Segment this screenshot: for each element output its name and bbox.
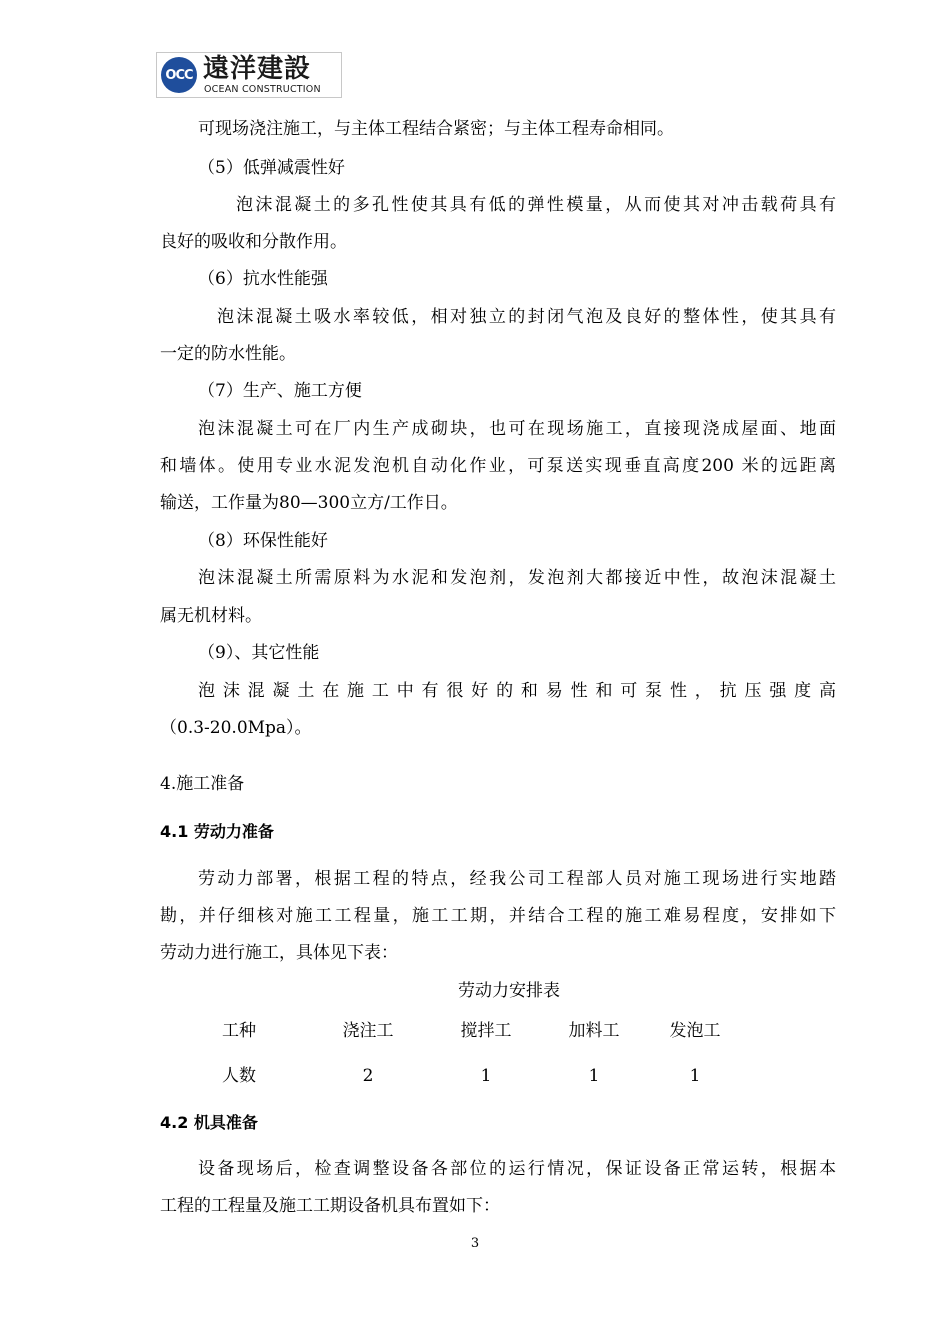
paragraph-line: （0.3-20.0Mpa）。 — [160, 718, 312, 738]
table-cell: 2 — [362, 1066, 374, 1086]
company-logo — [156, 52, 342, 98]
section-heading-4-2: 4.2 机具准备 — [160, 1113, 258, 1132]
paragraph-line: 泡沫混凝土的多孔性使其具有低的弹性模量，从而使其对冲击载荷具有 — [236, 195, 836, 215]
table-cell: 1 — [588, 1066, 600, 1086]
paragraph-line: 良好的吸收和分散作用。 — [160, 232, 347, 252]
table-row-label: 人数 — [222, 1066, 256, 1086]
item-heading-8: （8）环保性能好 — [198, 531, 328, 551]
page-number: 3 — [470, 1236, 480, 1251]
item-heading-6: （6）抗水性能强 — [198, 269, 328, 289]
item-heading-9: （9）、其它性能 — [198, 643, 320, 663]
logo-mark: OCC — [161, 57, 197, 93]
paragraph-line: 泡沫混凝土可在厂内生产成砌块，也可在现场施工，直接现浇成屋面、地面 — [198, 419, 836, 439]
paragraph-line: 勘，并仔细核对施工工程量，施工工期，并结合工程的施工难易程度，安排如下 — [160, 906, 836, 926]
logo-chinese-name: 遠洋建設 — [203, 54, 312, 84]
paragraph-line: 泡沫混凝土吸水率较低，相对独立的封闭气泡及良好的整体性，使其具有 — [217, 307, 836, 327]
section-heading-4-1: 4.1 劳动力准备 — [160, 822, 274, 841]
paragraph-line: 泡沫混凝土在施工中有很好的和易性和可泵性，抗压强度高 — [198, 681, 836, 701]
paragraph-line: 工程的工程量及施工工期设备机具布置如下： — [160, 1196, 500, 1216]
paragraph-line: 和墙体。使用专业水泥发泡机自动化作业，可泵送实现垂直高度200 米的远距离 — [160, 456, 836, 476]
table-title: 劳动力安排表 — [458, 981, 560, 1001]
table-header-cell: 浇注工 — [342, 1021, 394, 1041]
table-cell: 1 — [480, 1066, 492, 1086]
paragraph-line: 劳动力进行施工，具体见下表： — [160, 943, 398, 963]
table-cell: 1 — [689, 1066, 701, 1086]
paragraph-line: 泡沫混凝土所需原料为水泥和发泡剂，发泡剂大都接近中性，故泡沫混凝土 — [198, 568, 836, 588]
paragraph-line: 输送，工作量为80—300立方/工作日。 — [160, 493, 458, 513]
table-header-cell: 搅拌工 — [460, 1021, 512, 1041]
table-header-cell: 加料工 — [568, 1021, 620, 1041]
paragraph-line: 劳动力部署，根据工程的特点，经我公司工程部人员对施工现场进行实地踏 — [198, 869, 836, 889]
logo-english-name: OCEAN CONSTRUCTION — [204, 84, 321, 95]
paragraph-line: 一定的防水性能。 — [160, 344, 296, 364]
item-heading-5: （5）低弹减震性好 — [198, 158, 345, 178]
paragraph-line: 可现场浇注施工，与主体工程结合紧密；与主体工程寿命相同。 — [198, 119, 674, 139]
section-heading-4: 4.施工准备 — [160, 774, 245, 794]
paragraph-line: 属无机材料。 — [160, 606, 262, 626]
table-header-cell: 发泡工 — [669, 1021, 721, 1041]
item-heading-7: （7）生产、施工方便 — [198, 381, 362, 401]
table-header-cell: 工种 — [222, 1021, 256, 1041]
paragraph-line: 设备现场后，检查调整设备各部位的运行情况，保证设备正常运转，根据本 — [198, 1159, 836, 1179]
